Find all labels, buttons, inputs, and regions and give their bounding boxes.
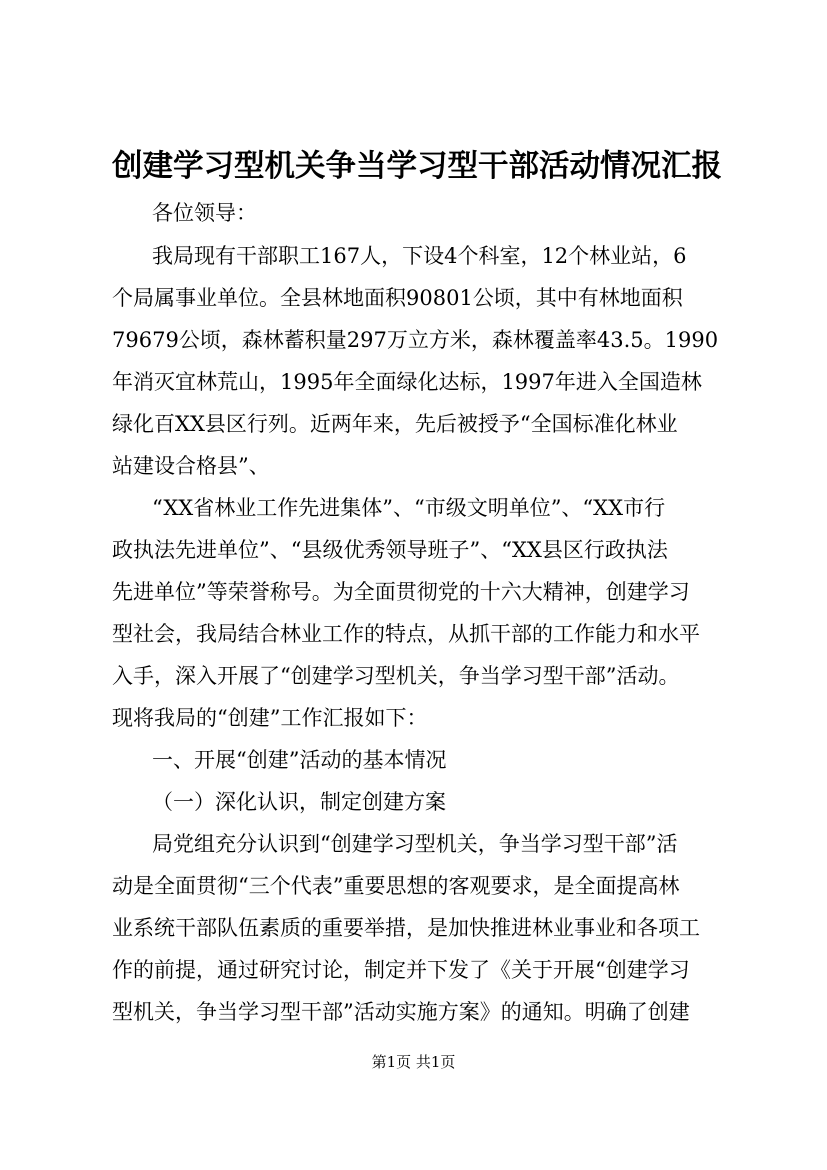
paragraph-line: “XX省林业工作先进集体”、“市级文明单位”、“XX市行 (152, 496, 666, 520)
section-heading: 一、开展“创建”活动的基本情况 (152, 748, 447, 772)
subsection-heading: （一）深化认识，制定创建方案 (152, 790, 446, 814)
paragraph-line: 现将我局的“创建”工作汇报如下： (112, 706, 428, 730)
paragraph-line: 各位领导： (152, 201, 257, 225)
paragraph-line: 入手，深入开展了“创建学习型机关，争当学习型干部”活动。 (112, 664, 680, 688)
paragraph-line: 动是全面贯彻“三个代表”重要思想的客观要求，是全面提高林 (112, 874, 680, 898)
paragraph-line: 政执法先进单位”、“县级优秀领导班子”、“XX县区行政执法 (112, 538, 668, 562)
paragraph-line: 作的前提，通过研究讨论，制定并下发了《关于开展“创建学习 (112, 958, 690, 982)
paragraph-line: 型社会，我局结合林业工作的特点，从抓干部的工作能力和水平 (112, 622, 700, 646)
page-number-footer: 第1页 共1页 (371, 1053, 456, 1071)
paragraph-line: 局党组充分认识到“创建学习型机关，争当学习型干部”活 (152, 832, 678, 856)
paragraph-line: 型机关，争当学习型干部”活动实施方案》的通知。明确了创建 (112, 1000, 690, 1024)
paragraph-line: 业系统干部队伍素质的重要举措，是加快推进林业事业和各项工 (112, 916, 700, 940)
paragraph-line: 绿化百XX县区行列。近两年来，先后被授予“全国标准化林业 (112, 412, 678, 436)
paragraph-line: 个局属事业单位。全县林地面积90801公顷，其中有林地面积 (112, 286, 683, 310)
document-title: 创建学习型机关争当学习型干部活动情况汇报 (112, 148, 722, 184)
paragraph-line: 年消灭宜林荒山，1995年全面绿化达标，1997年进入全国造林 (112, 370, 702, 394)
paragraph-line: 79679公顷，森林蓄积量297万立方米，森林覆盖率43.5。1990 (112, 328, 719, 352)
paragraph-line: 先进单位”等荣誉称号。为全面贯彻党的十六大精神，创建学习 (112, 580, 690, 604)
paragraph-line: 站建设合格县”、 (112, 454, 270, 478)
paragraph-line: 我局现有干部职工167人，下设4个科室，12个林业站，6 (152, 244, 687, 268)
